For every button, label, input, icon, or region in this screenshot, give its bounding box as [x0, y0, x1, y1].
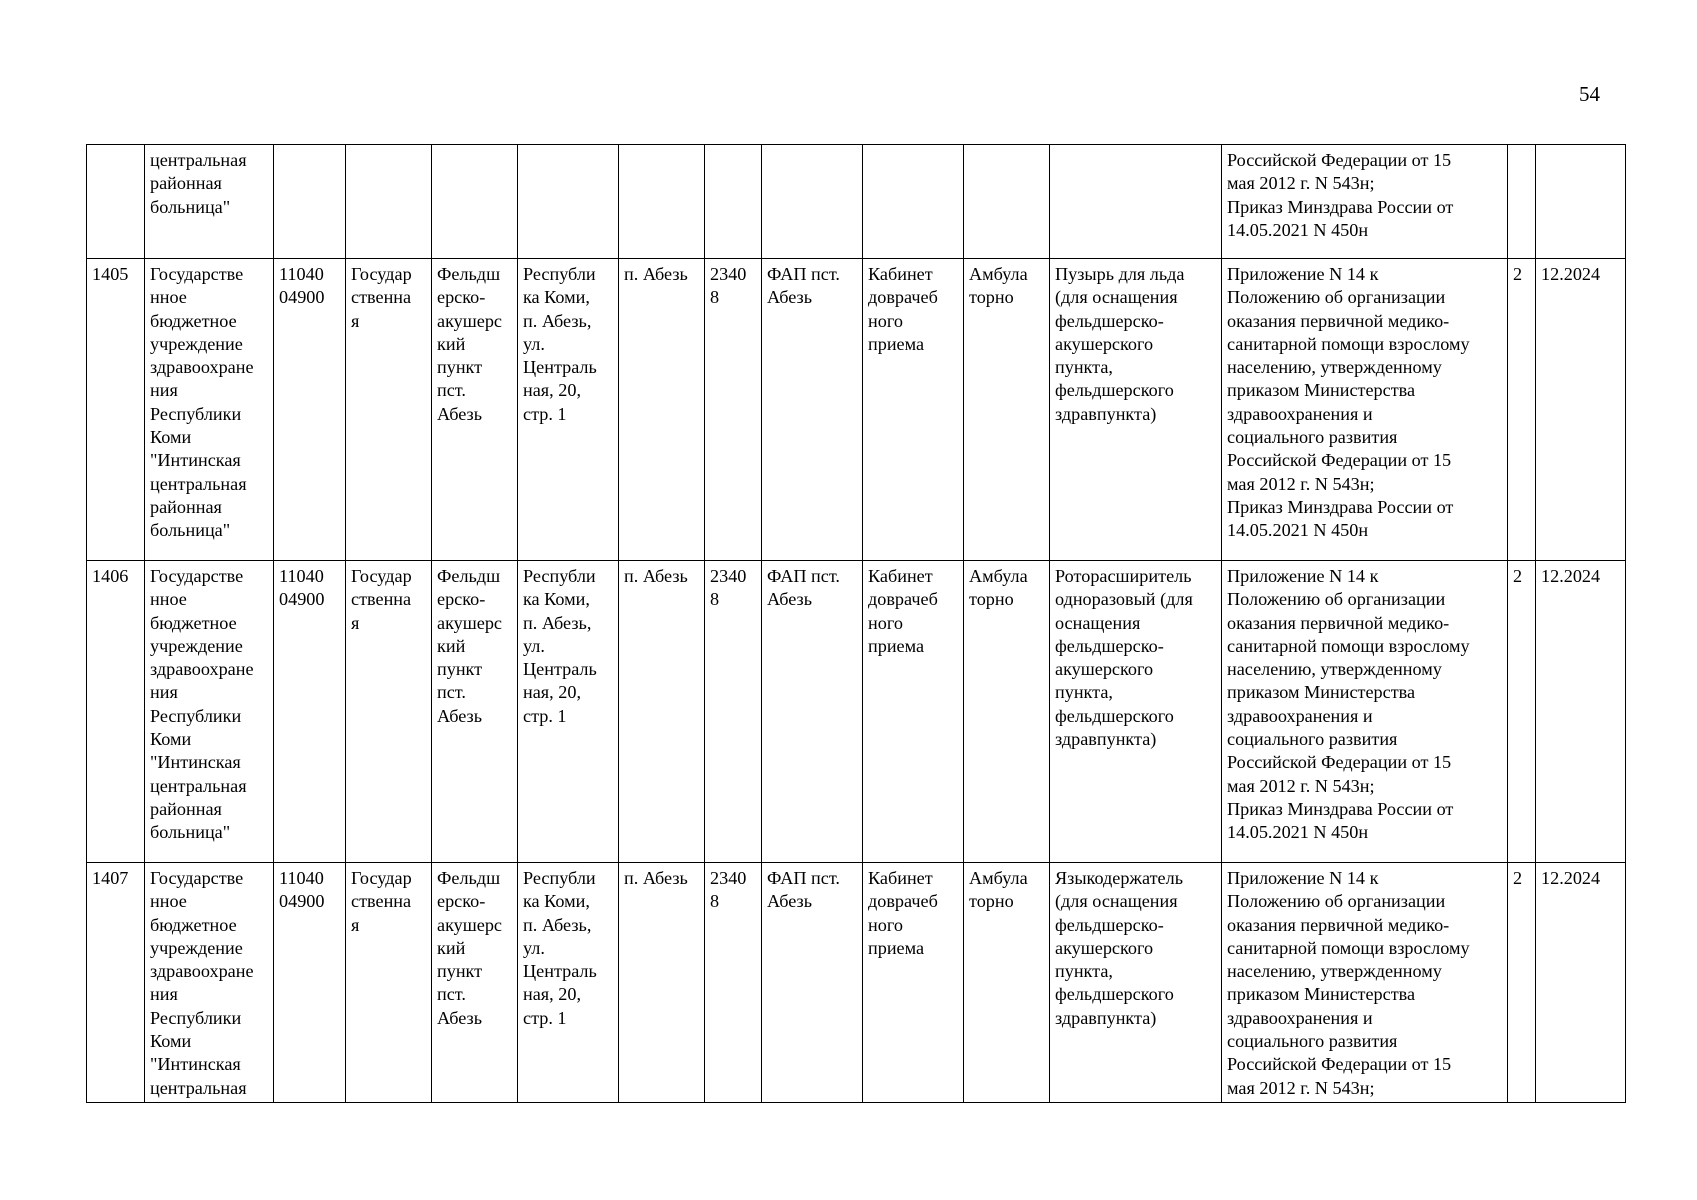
cell-room: Кабинет доврачеб ного приема: [863, 863, 964, 1103]
cell-basis: Российской Федерации от 15 мая 2012 г. N 543н; Приказ Минздрава России от 14.05.2021 N 450н: [1222, 145, 1508, 259]
cell-code: 11040 04900: [274, 259, 346, 561]
table-row: [87, 145, 1626, 259]
cell-basis: Приложение N 14 к Положению об организации оказания первичной медико- санитарной помощи взрослому населению, утвержденному приказом Министерства здравоохранения и социального развития Российской Федерации от 15 мая 2012 г. N 543н;: [1222, 863, 1508, 1103]
table-row: [87, 561, 1626, 863]
cell-code: 11040 04900: [274, 561, 346, 863]
cell-number: 1405: [87, 259, 145, 561]
cell-okato: 2340 8: [705, 863, 762, 1103]
equipment-table: [86, 144, 1626, 1103]
cell-unit: Фельдш ерско- акушерс кий пункт пст. Абезь: [432, 259, 518, 561]
cell-number: [87, 145, 145, 259]
cell-address: Республи ка Коми, п. Абезь, ул. Централь ная, 20, стр. 1: [518, 561, 619, 863]
cell-quantity: 2: [1508, 863, 1536, 1103]
cell-room: Кабинет доврачеб ного приема: [863, 259, 964, 561]
cell-locality: [619, 145, 705, 259]
cell-short-name: ФАП пст. Абезь: [762, 259, 863, 561]
cell-ownership: Государ ственна я: [346, 561, 432, 863]
cell-room: [863, 145, 964, 259]
cell-care-type: Амбула торно: [964, 259, 1050, 561]
cell-address: Республи ка Коми, п. Абезь, ул. Централь ная, 20, стр. 1: [518, 259, 619, 561]
cell-unit: Фельдш ерско- акушерс кий пункт пст. Абезь: [432, 561, 518, 863]
cell-okato: 2340 8: [705, 259, 762, 561]
cell-care-type: Амбула торно: [964, 561, 1050, 863]
cell-organization: Государстве нное бюджетное учреждение здравоохране ния Республики Коми "Интинская центральная: [145, 863, 274, 1103]
cell-date: [1536, 145, 1626, 259]
cell-basis: Приложение N 14 к Положению об организации оказания первичной медико- санитарной помощи взрослому населению, утвержденному приказом Министерства здравоохранения и социального развития Российской Федерации от 15 мая 2012 г. N 543н; Приказ Минздрава России от 14.05.2021 N 450н: [1222, 259, 1508, 561]
page-number: 54: [1579, 82, 1600, 106]
table-row: [87, 863, 1626, 1103]
cell-okato: 2340 8: [705, 561, 762, 863]
cell-date: 12.2024: [1536, 259, 1626, 561]
cell-number: 1407: [87, 863, 145, 1103]
cell-okato: [705, 145, 762, 259]
cell-address: [518, 145, 619, 259]
cell-equipment: [1050, 145, 1222, 259]
cell-unit: Фельдш ерско- акушерс кий пункт пст. Абезь: [432, 863, 518, 1103]
cell-unit: [432, 145, 518, 259]
cell-basis: Приложение N 14 к Положению об организации оказания первичной медико- санитарной помощи взрослому населению, утвержденному приказом Министерства здравоохранения и социального развития Российской Федерации от 15 мая 2012 г. N 543н; Приказ Минздрава России от 14.05.2021 N 450н: [1222, 561, 1508, 863]
cell-locality: п. Абезь: [619, 863, 705, 1103]
cell-quantity: [1508, 145, 1536, 259]
cell-equipment: Пузырь для льда (для оснащения фельдшерско- акушерского пункта, фельдшерского здравпункта): [1050, 259, 1222, 561]
cell-short-name: ФАП пст. Абезь: [762, 863, 863, 1103]
cell-ownership: Государ ственна я: [346, 863, 432, 1103]
cell-number: 1406: [87, 561, 145, 863]
cell-code: [274, 145, 346, 259]
cell-date: 12.2024: [1536, 561, 1626, 863]
cell-code: 11040 04900: [274, 863, 346, 1103]
cell-date: 12.2024: [1536, 863, 1626, 1103]
cell-care-type: [964, 145, 1050, 259]
cell-quantity: 2: [1508, 259, 1536, 561]
cell-ownership: Государ ственна я: [346, 259, 432, 561]
table-row: [87, 259, 1626, 561]
cell-short-name: [762, 145, 863, 259]
cell-room: Кабинет доврачеб ного приема: [863, 561, 964, 863]
cell-quantity: 2: [1508, 561, 1536, 863]
cell-ownership: [346, 145, 432, 259]
cell-equipment: Роторасширитель одноразовый (для оснащения фельдшерско- акушерского пункта, фельдшерского здравпункта): [1050, 561, 1222, 863]
cell-organization: центральная районная больница": [145, 145, 274, 259]
cell-address: Республи ка Коми, п. Абезь, ул. Централь ная, 20, стр. 1: [518, 863, 619, 1103]
cell-locality: п. Абезь: [619, 259, 705, 561]
cell-locality: п. Абезь: [619, 561, 705, 863]
cell-short-name: ФАП пст. Абезь: [762, 561, 863, 863]
cell-care-type: Амбула торно: [964, 863, 1050, 1103]
cell-equipment: Языкодержатель (для оснащения фельдшерско- акушерского пункта, фельдшерского здравпункта): [1050, 863, 1222, 1103]
cell-organization: Государстве нное бюджетное учреждение здравоохране ния Республики Коми "Интинская центральная районная больница": [145, 561, 274, 863]
cell-organization: Государстве нное бюджетное учреждение здравоохране ния Республики Коми "Интинская центральная районная больница": [145, 259, 274, 561]
